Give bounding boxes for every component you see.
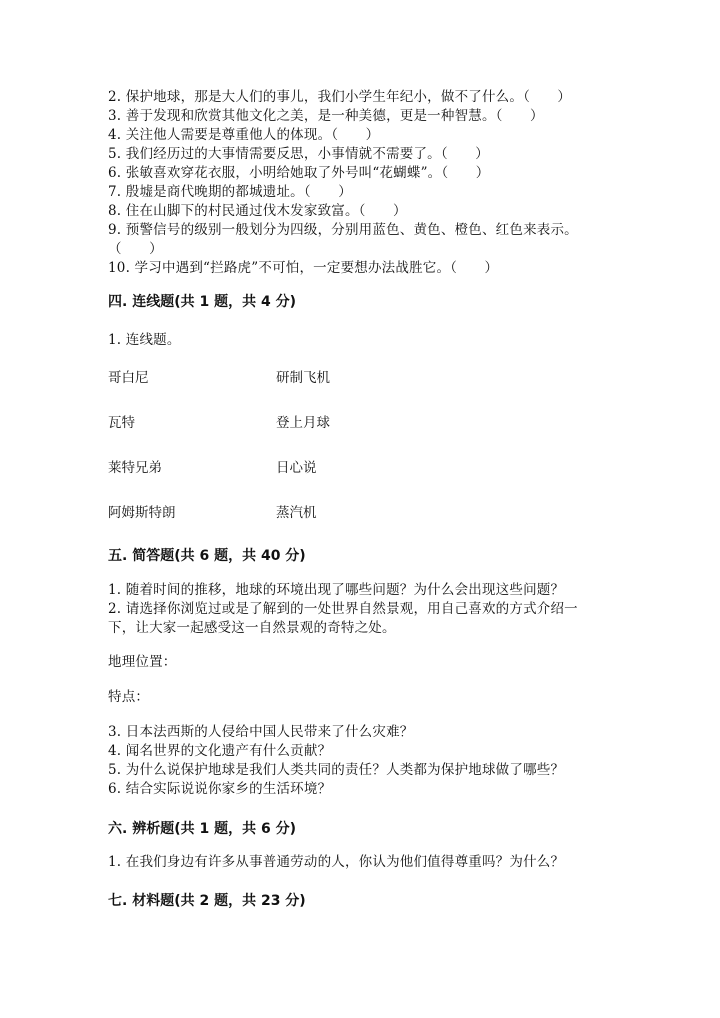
match-right-item: 研制飞机	[276, 370, 330, 386]
matching-question: 1. 连线题。	[108, 332, 181, 348]
match-left-item: 瓦特	[108, 415, 135, 431]
short-answer-question: 3. 日本法西斯的人侵给中国人民带来了什么灾难？	[108, 724, 414, 740]
answer-label-location: 地理位置：	[108, 654, 177, 670]
match-left-item: 阿姆斯特朗	[108, 505, 176, 521]
section-heading-material: 七. 材料题(共 2 题，共 23 分)	[108, 893, 306, 909]
section-heading-analysis: 六. 辨析题(共 1 题，共 6 分)	[108, 821, 296, 837]
judgment-item: 2. 保护地球，那是大人们的事儿，我们小学生年纪小，做不了什么。（ ）	[108, 89, 572, 105]
short-answer-question: 5. 为什么说保护地球是我们人类共同的责任？人类都为保护地球做了哪些？	[108, 762, 565, 778]
answer-label-features: 特点：	[108, 689, 150, 705]
section-heading-short-answer: 五. 简答题(共 6 题，共 40 分)	[108, 548, 306, 564]
match-left-item: 莱特兄弟	[108, 460, 162, 476]
short-answer-question: 6. 结合实际说说你家乡的生活环境？	[108, 781, 332, 797]
judgment-item: 5. 我们经历过的大事情需要反思，小事情就不需要了。（ ）	[108, 146, 489, 162]
match-right-item: 日心说	[276, 460, 317, 476]
judgment-item: 4. 关注他人需要是尊重他人的体现。（ ）	[108, 127, 380, 143]
judgment-item: 8. 住在山脚下的村民通过伐木发家致富。（ ）	[108, 203, 407, 219]
match-right-item: 登上月球	[276, 415, 330, 431]
short-answer-question: 2. 请选择你浏览过或是了解到的一处世界自然景观，用自己喜欢的方式介绍一	[108, 601, 578, 617]
judgment-item: 10. 学习中遇到“拦路虎”不可怕，一定要想办法战胜它。（ ）	[108, 260, 499, 276]
judgment-item: 7. 殷墟是商代晚期的都城遗址。（ ）	[108, 184, 352, 200]
judgment-item: 6. 张敏喜欢穿花衣服，小明给她取了外号叫“花蝴蝶”。（ ）	[108, 165, 490, 181]
short-answer-question: 4. 闻名世界的文化遗产有什么贡献？	[108, 743, 332, 759]
match-right-item: 蒸汽机	[276, 505, 317, 521]
match-left-item: 哥白尼	[108, 370, 149, 386]
judgment-item: 9. 预警信号的级别一般划分为四级，分别用蓝色、黄色、橙色、红色来表示。	[108, 222, 578, 238]
short-answer-question-continuation: 下，让大家一起感受这一自然景观的奇特之处。	[108, 620, 396, 636]
analysis-question: 1. 在我们身边有许多从事普通劳动的人，你认为他们值得尊重吗？为什么？	[108, 854, 565, 870]
short-answer-question: 1. 随着时间的推移，地球的环境出现了哪些问题？为什么会出现这些问题？	[108, 582, 565, 598]
judgment-item: 3. 善于发现和欣赏其他文化之美，是一种美德，更是一种智慧。（ ）	[108, 108, 544, 124]
section-heading-matching: 四. 连线题(共 1 题，共 4 分)	[108, 294, 296, 310]
judgment-item-continuation: （ ）	[108, 241, 163, 257]
